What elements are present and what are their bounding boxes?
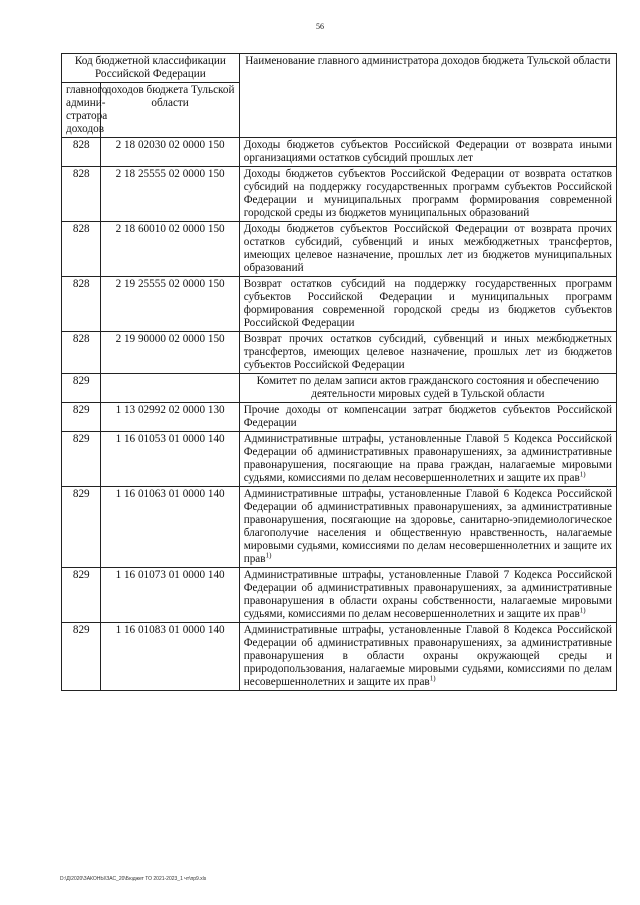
table-row [62, 138, 617, 167]
footnote-marker: 1) [265, 551, 272, 560]
admin-code-cell: 828 [62, 167, 101, 222]
income-name-text: Возврат остатков субсидий на поддержку государственных программ субъектов Российской Федерации и муниципальных программ формирования современной городской среды из бюджетов субъектов Российской Федерации [243, 278, 612, 329]
income-name-text: Доходы бюджетов субъектов Российской Федерации от возврата остатков субсидий на поддержку государственных программ субъектов Российской Федерации и муниципальных программ формирования современной городской среды из бюджетов муниципальных образований [243, 168, 612, 219]
admin-code-cell: 828 [62, 332, 101, 374]
income-code-cell: 1 16 01073 01 0000 140 [101, 568, 239, 623]
income-name-cell [239, 138, 616, 167]
admin-code-cell: 829 [62, 374, 101, 403]
income-name-text: Прочие доходы от компенсации затрат бюджетов субъектов Российской Федерации [243, 404, 612, 429]
table-row [62, 332, 617, 374]
admin-code-cell: 829 [62, 432, 101, 487]
table-row [62, 222, 617, 277]
table-row [62, 623, 617, 691]
income-name-text: Доходы бюджетов субъектов Российской Федерации от возврата прочих остатков субсидий, субвенций и иных межбюджетных трансфертов, имеющих целевое назначение, прошлых лет из бюджетов муниципальных образований [243, 223, 612, 274]
table-row [62, 432, 617, 487]
budget-classification-table [61, 53, 617, 691]
table-row [62, 403, 617, 432]
income-name-cell [239, 568, 616, 623]
income-code-cell: 2 18 60010 02 0000 150 [101, 222, 239, 277]
income-name-cell [239, 332, 616, 374]
admin-code-cell: 828 [62, 277, 101, 332]
admin-code-cell: 829 [62, 403, 101, 432]
income-name-text: Административные штрафы, установленные Главой 6 Кодекса Российской Федерации об административных правонарушениях, за административные правонарушения, посягающие на здоровье, санитарно-эпидемиологическое благополучие населения и общественную нравственность, налагаемые мировыми судьями, комиссиями по делам несовершеннолетних и защите их прав [243, 488, 612, 565]
income-name-cell [239, 432, 616, 487]
admin-code-cell: 828 [62, 222, 101, 277]
income-name-cell [239, 277, 616, 332]
income-name-text: Возврат прочих остатков субсидий, субвенций и иных межбюджетных трансфертов, имеющих целевое назначение, прошлых лет из бюджетов субъектов Российской Федерации [243, 333, 612, 371]
table-header-row [62, 54, 617, 83]
admin-code-cell: 829 [62, 487, 101, 568]
admin-code-cell: 828 [62, 138, 101, 167]
footnote-marker: 1) [579, 470, 586, 479]
income-code-cell: 2 19 90000 02 0000 150 [101, 332, 239, 374]
footnote-marker: 1) [579, 606, 586, 615]
income-name-cell [239, 403, 616, 432]
table-row [62, 374, 617, 403]
income-name-text: Административные штрафы, установленные Главой 8 Кодекса Российской Федерации об административных правонарушениях, за административные правонарушения в области охраны окружающей среды и природопользования, налагаемые мировыми судьями, комиссиями по делам несовершеннолетних и защите их прав [243, 624, 612, 688]
income-code-cell: 1 16 01053 01 0000 140 [101, 432, 239, 487]
admin-code-cell: 829 [62, 623, 101, 691]
table-row [62, 167, 617, 222]
file-path-footer: D:\Д\2020\ЗАКОНЫ\ЗАС_20\Бюджет ТО 2021-2023_1 чт\пр9.xls [60, 876, 207, 882]
income-name-text: Доходы бюджетов субъектов Российской Федерации от возврата иными организациями остатков субсидий прошлых лет [243, 139, 612, 164]
income-name-cell [239, 374, 616, 403]
income-code-cell: 1 16 01063 01 0000 140 [101, 487, 239, 568]
admin-code-cell: 829 [62, 568, 101, 623]
header-code-group: Код бюджетной классификации Российской Федерации [62, 54, 240, 83]
income-name-text: Административные штрафы, установленные Главой 5 Кодекса Российской Федерации об административных правонарушениях, за административные правонарушения, посягающие на права граждан, налагаемые мировыми судьями, комиссиями по делам несовершеннолетних и защите их прав [243, 433, 612, 484]
income-name-cell [239, 167, 616, 222]
header-admin-name: Наименование главного администратора доходов бюджета Тульской области [239, 54, 616, 138]
page-number: 56 [316, 22, 324, 31]
income-name-cell [239, 222, 616, 277]
table-row [62, 277, 617, 332]
income-code-cell: 2 18 02030 02 0000 150 [101, 138, 239, 167]
income-name-text: Комитет по делам записи актов гражданского состояния и обеспечению деятельности мировых судей в Тульской области [256, 375, 600, 400]
income-name-cell [239, 623, 616, 691]
table-row [62, 568, 617, 623]
header-admin-code: главного админи-стратора доходов [62, 83, 101, 138]
table-row [62, 487, 617, 568]
footnote-marker: 1) [429, 674, 436, 683]
income-code-cell: 1 16 01083 01 0000 140 [101, 623, 239, 691]
income-name-cell [239, 487, 616, 568]
income-name-text: Административные штрафы, установленные Главой 7 Кодекса Российской Федерации об административных правонарушениях, за административные правонарушения в области охраны собственности, налагаемые мировыми судьями, комиссиями по делам несовершеннолетних и защите их прав [243, 569, 612, 620]
header-income-code: доходов бюджета Тульской области [101, 83, 239, 138]
income-code-cell: 1 13 02992 02 0000 130 [101, 403, 239, 432]
income-code-cell [101, 374, 239, 403]
income-code-cell: 2 19 25555 02 0000 150 [101, 277, 239, 332]
income-code-cell: 2 18 25555 02 0000 150 [101, 167, 239, 222]
